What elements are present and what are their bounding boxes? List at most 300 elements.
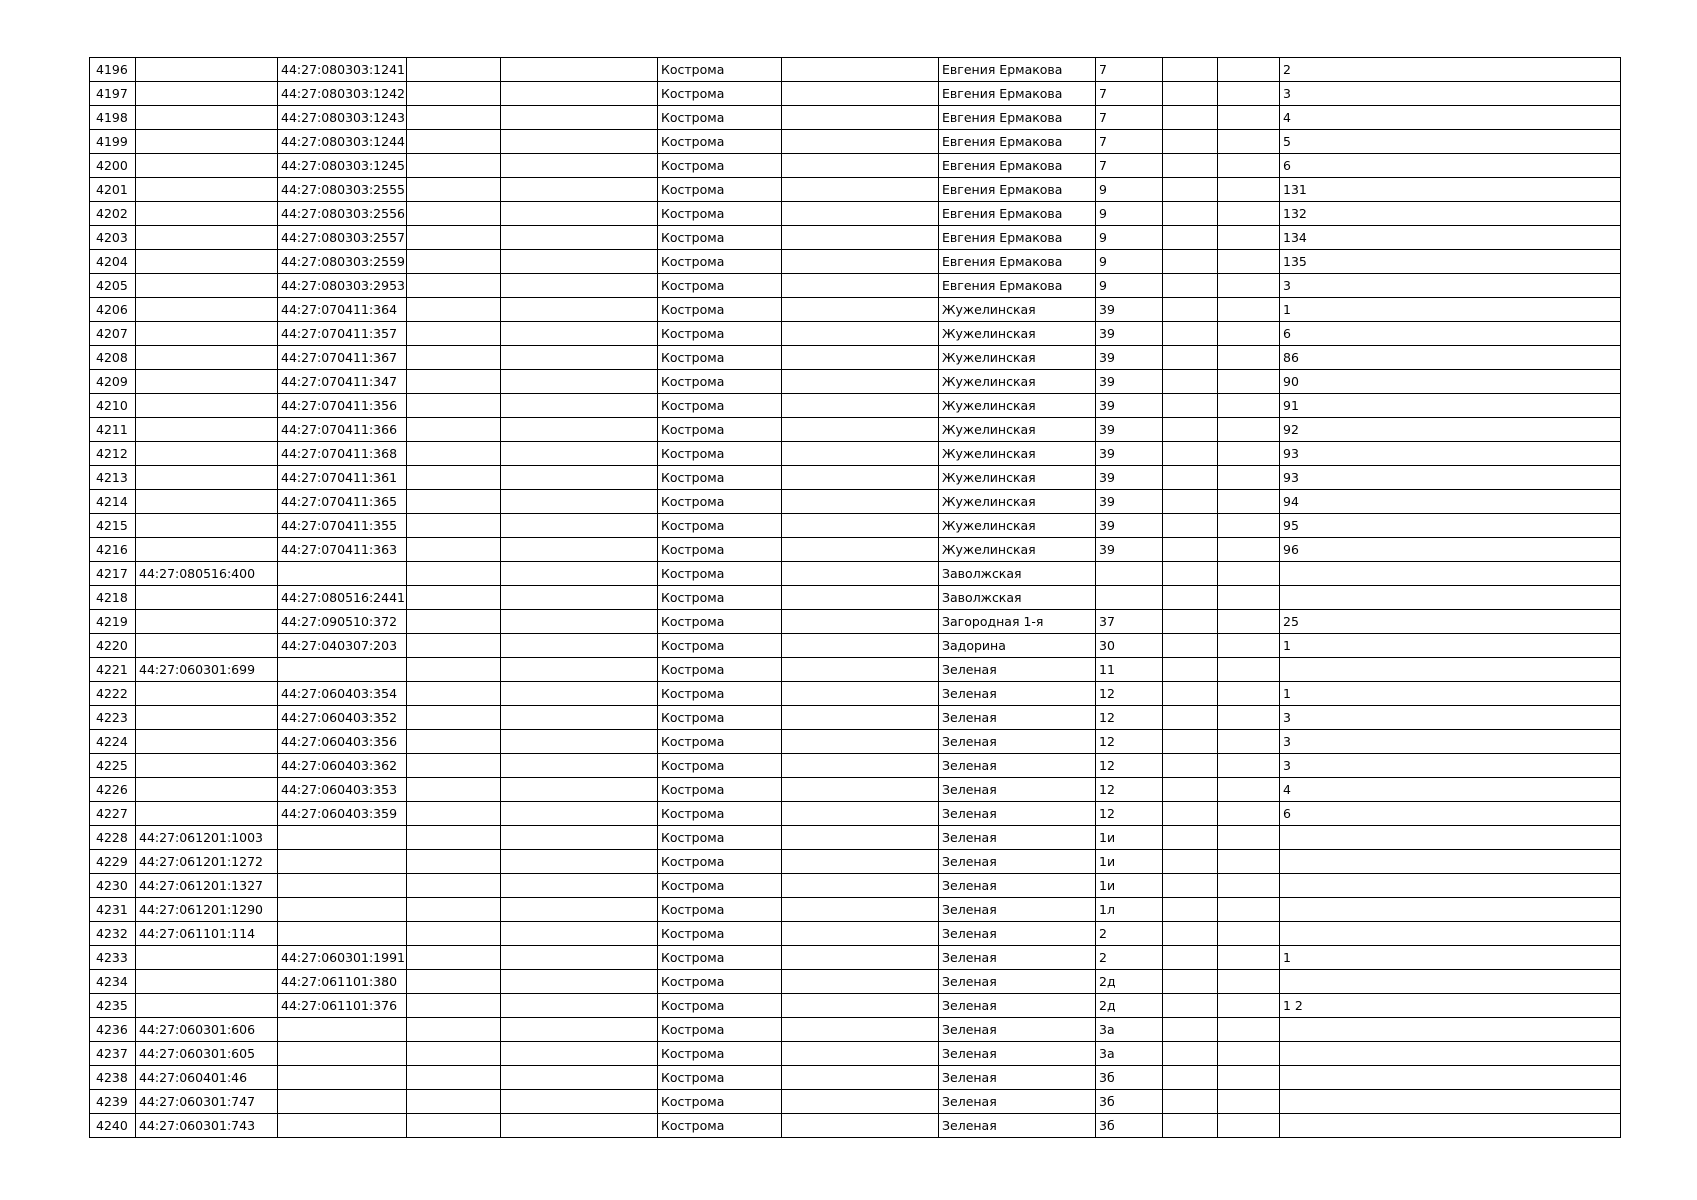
city-cell: Кострома (658, 754, 782, 778)
empty-cell (407, 922, 501, 946)
apartment-number-cell (1280, 1114, 1621, 1138)
city-cell: Кострома (658, 1114, 782, 1138)
table-row (90, 58, 1621, 82)
row-number-cell: 4210 (90, 394, 136, 418)
empty-cell (501, 706, 658, 730)
city-cell: Кострома (658, 82, 782, 106)
row-number-cell: 4240 (90, 1114, 136, 1138)
empty-cell (501, 514, 658, 538)
empty-cell (501, 730, 658, 754)
apartment-number-cell: 6 (1280, 154, 1621, 178)
empty-cell (407, 322, 501, 346)
empty-cell (1163, 442, 1218, 466)
table-row (90, 154, 1621, 178)
land-cadastral-number-cell (136, 946, 278, 970)
row-number-cell: 4239 (90, 1090, 136, 1114)
apartment-number-cell: 3 (1280, 274, 1621, 298)
city-cell: Кострома (658, 154, 782, 178)
apartment-number-cell (1280, 826, 1621, 850)
apartment-number-cell: 1 (1280, 634, 1621, 658)
empty-cell (1218, 490, 1280, 514)
empty-cell (407, 634, 501, 658)
table-row (90, 1018, 1621, 1042)
empty-cell (1163, 178, 1218, 202)
building-cadastral-number-cell (278, 874, 407, 898)
row-number-cell: 4207 (90, 322, 136, 346)
empty-cell (501, 610, 658, 634)
house-number-cell: 2д (1096, 970, 1163, 994)
empty-cell (407, 202, 501, 226)
table-row (90, 1066, 1621, 1090)
empty-cell (501, 442, 658, 466)
empty-cell (782, 370, 939, 394)
land-cadastral-number-cell: 44:27:061101:114 (136, 922, 278, 946)
empty-cell (782, 682, 939, 706)
empty-cell (782, 1114, 939, 1138)
land-cadastral-number-cell (136, 106, 278, 130)
apartment-number-cell: 3 (1280, 754, 1621, 778)
table-row (90, 610, 1621, 634)
apartment-number-cell: 25 (1280, 610, 1621, 634)
city-cell: Кострома (658, 730, 782, 754)
building-cadastral-number-cell (278, 826, 407, 850)
house-number-cell: 1л (1096, 898, 1163, 922)
empty-cell (782, 1066, 939, 1090)
empty-cell (1218, 994, 1280, 1018)
apartment-number-cell (1280, 874, 1621, 898)
city-cell: Кострома (658, 514, 782, 538)
empty-cell (1218, 538, 1280, 562)
street-cell: Зеленая (939, 1018, 1096, 1042)
empty-cell (1218, 802, 1280, 826)
empty-cell (501, 826, 658, 850)
empty-cell (407, 1114, 501, 1138)
row-number-cell: 4233 (90, 946, 136, 970)
empty-cell (782, 562, 939, 586)
building-cadastral-number-cell: 44:27:060403:356 (278, 730, 407, 754)
empty-cell (782, 586, 939, 610)
house-number-cell: 3а (1096, 1042, 1163, 1066)
row-number-cell: 4197 (90, 82, 136, 106)
empty-cell (1163, 1042, 1218, 1066)
table-row (90, 922, 1621, 946)
land-cadastral-number-cell (136, 346, 278, 370)
row-number-cell: 4227 (90, 802, 136, 826)
street-cell: Евгения Ермакова (939, 82, 1096, 106)
street-cell: Заволжская (939, 586, 1096, 610)
empty-cell (782, 298, 939, 322)
empty-cell (501, 970, 658, 994)
empty-cell (501, 298, 658, 322)
row-number-cell: 4205 (90, 274, 136, 298)
building-cadastral-number-cell: 44:27:080303:1242 (278, 82, 407, 106)
street-cell: Евгения Ермакова (939, 274, 1096, 298)
empty-cell (1218, 562, 1280, 586)
empty-cell (782, 802, 939, 826)
house-number-cell: 39 (1096, 490, 1163, 514)
empty-cell (501, 682, 658, 706)
apartment-number-cell (1280, 898, 1621, 922)
house-number-cell: 3а (1096, 1018, 1163, 1042)
empty-cell (407, 682, 501, 706)
house-number-cell: 9 (1096, 226, 1163, 250)
row-number-cell: 4234 (90, 970, 136, 994)
empty-cell (407, 1066, 501, 1090)
table-row (90, 250, 1621, 274)
empty-cell (782, 994, 939, 1018)
city-cell: Кострома (658, 370, 782, 394)
table-row (90, 706, 1621, 730)
empty-cell (782, 442, 939, 466)
city-cell: Кострома (658, 466, 782, 490)
empty-cell (501, 130, 658, 154)
building-cadastral-number-cell: 44:27:080303:1245 (278, 154, 407, 178)
empty-cell (782, 778, 939, 802)
table-row (90, 826, 1621, 850)
land-cadastral-number-cell (136, 274, 278, 298)
empty-cell (501, 754, 658, 778)
empty-cell (407, 826, 501, 850)
land-cadastral-number-cell: 44:27:060401:46 (136, 1066, 278, 1090)
apartment-number-cell: 93 (1280, 442, 1621, 466)
apartment-number-cell: 1 (1280, 946, 1621, 970)
row-number-cell: 4220 (90, 634, 136, 658)
empty-cell (1218, 778, 1280, 802)
empty-cell (407, 610, 501, 634)
building-cadastral-number-cell: 44:27:080516:2441 (278, 586, 407, 610)
building-cadastral-number-cell: 44:27:080303:2953 (278, 274, 407, 298)
land-cadastral-number-cell: 44:27:060301:605 (136, 1042, 278, 1066)
empty-cell (1218, 922, 1280, 946)
land-cadastral-number-cell: 44:27:061201:1290 (136, 898, 278, 922)
city-cell: Кострома (658, 802, 782, 826)
row-number-cell: 4202 (90, 202, 136, 226)
empty-cell (782, 706, 939, 730)
empty-cell (407, 106, 501, 130)
building-cadastral-number-cell: 44:27:080303:2555 (278, 178, 407, 202)
row-number-cell: 4236 (90, 1018, 136, 1042)
house-number-cell: 30 (1096, 634, 1163, 658)
empty-cell (782, 130, 939, 154)
city-cell: Кострома (658, 658, 782, 682)
table-row (90, 754, 1621, 778)
empty-cell (782, 154, 939, 178)
apartment-number-cell: 5 (1280, 130, 1621, 154)
empty-cell (1218, 730, 1280, 754)
empty-cell (407, 850, 501, 874)
land-cadastral-number-cell (136, 994, 278, 1018)
street-cell: Зеленая (939, 970, 1096, 994)
street-cell: Евгения Ермакова (939, 58, 1096, 82)
empty-cell (1218, 346, 1280, 370)
land-cadastral-number-cell (136, 490, 278, 514)
land-cadastral-number-cell: 44:27:080516:400 (136, 562, 278, 586)
table-row (90, 490, 1621, 514)
empty-cell (501, 1018, 658, 1042)
house-number-cell: 12 (1096, 730, 1163, 754)
land-cadastral-number-cell (136, 778, 278, 802)
empty-cell (782, 898, 939, 922)
apartment-number-cell: 1 (1280, 298, 1621, 322)
building-cadastral-number-cell: 44:27:080303:2557 (278, 226, 407, 250)
apartment-number-cell: 92 (1280, 418, 1621, 442)
apartment-number-cell: 135 (1280, 250, 1621, 274)
city-cell: Кострома (658, 346, 782, 370)
house-number-cell: 12 (1096, 682, 1163, 706)
apartment-number-cell: 131 (1280, 178, 1621, 202)
table-row (90, 634, 1621, 658)
empty-cell (1218, 394, 1280, 418)
street-cell: Зеленая (939, 730, 1096, 754)
empty-cell (407, 586, 501, 610)
house-number-cell: 39 (1096, 418, 1163, 442)
table-row (90, 970, 1621, 994)
empty-cell (1163, 610, 1218, 634)
row-number-cell: 4235 (90, 994, 136, 1018)
row-number-cell: 4204 (90, 250, 136, 274)
house-number-cell: 9 (1096, 274, 1163, 298)
empty-cell (1218, 466, 1280, 490)
empty-cell (1163, 130, 1218, 154)
empty-cell (407, 466, 501, 490)
land-cadastral-number-cell (136, 226, 278, 250)
row-number-cell: 4198 (90, 106, 136, 130)
city-cell: Кострома (658, 178, 782, 202)
empty-cell (407, 370, 501, 394)
empty-cell (1218, 706, 1280, 730)
street-cell: Зеленая (939, 754, 1096, 778)
empty-cell (501, 1042, 658, 1066)
empty-cell (782, 106, 939, 130)
empty-cell (782, 394, 939, 418)
empty-cell (501, 634, 658, 658)
house-number-cell: 12 (1096, 802, 1163, 826)
empty-cell (782, 346, 939, 370)
empty-cell (1163, 466, 1218, 490)
empty-cell (1163, 490, 1218, 514)
empty-cell (1163, 970, 1218, 994)
empty-cell (407, 298, 501, 322)
address-table (89, 57, 1621, 1138)
building-cadastral-number-cell: 44:27:080303:2556 (278, 202, 407, 226)
building-cadastral-number-cell: 44:27:070411:367 (278, 346, 407, 370)
empty-cell (1163, 562, 1218, 586)
empty-cell (407, 514, 501, 538)
empty-cell (1163, 994, 1218, 1018)
table-body (90, 58, 1621, 1138)
row-number-cell: 4238 (90, 1066, 136, 1090)
street-cell: Жужелинская (939, 538, 1096, 562)
empty-cell (1163, 850, 1218, 874)
land-cadastral-number-cell (136, 802, 278, 826)
city-cell: Кострома (658, 874, 782, 898)
street-cell: Загородная 1-я (939, 610, 1096, 634)
land-cadastral-number-cell (136, 130, 278, 154)
land-cadastral-number-cell (136, 682, 278, 706)
land-cadastral-number-cell: 44:27:060301:743 (136, 1114, 278, 1138)
empty-cell (501, 1090, 658, 1114)
street-cell: Зеленая (939, 1066, 1096, 1090)
house-number-cell: 7 (1096, 154, 1163, 178)
empty-cell (1163, 58, 1218, 82)
house-number-cell: 2д (1096, 994, 1163, 1018)
land-cadastral-number-cell: 44:27:061201:1327 (136, 874, 278, 898)
house-number-cell: 39 (1096, 370, 1163, 394)
empty-cell (1163, 226, 1218, 250)
row-number-cell: 4211 (90, 418, 136, 442)
empty-cell (501, 202, 658, 226)
empty-cell (501, 778, 658, 802)
city-cell: Кострома (658, 826, 782, 850)
empty-cell (501, 250, 658, 274)
empty-cell (1163, 802, 1218, 826)
land-cadastral-number-cell (136, 82, 278, 106)
empty-cell (407, 346, 501, 370)
land-cadastral-number-cell (136, 730, 278, 754)
street-cell: Жужелинская (939, 442, 1096, 466)
apartment-number-cell: 3 (1280, 706, 1621, 730)
apartment-number-cell: 94 (1280, 490, 1621, 514)
empty-cell (407, 178, 501, 202)
empty-cell (1218, 202, 1280, 226)
row-number-cell: 4214 (90, 490, 136, 514)
empty-cell (782, 514, 939, 538)
empty-cell (1218, 682, 1280, 706)
empty-cell (501, 1066, 658, 1090)
empty-cell (1163, 298, 1218, 322)
house-number-cell: 1и (1096, 874, 1163, 898)
empty-cell (782, 874, 939, 898)
empty-cell (1163, 730, 1218, 754)
empty-cell (501, 922, 658, 946)
building-cadastral-number-cell: 44:27:070411:347 (278, 370, 407, 394)
empty-cell (782, 202, 939, 226)
building-cadastral-number-cell (278, 562, 407, 586)
land-cadastral-number-cell (136, 370, 278, 394)
apartment-number-cell: 6 (1280, 322, 1621, 346)
empty-cell (782, 658, 939, 682)
building-cadastral-number-cell (278, 1018, 407, 1042)
empty-cell (782, 226, 939, 250)
row-number-cell: 4228 (90, 826, 136, 850)
table-row (90, 538, 1621, 562)
table-row (90, 346, 1621, 370)
empty-cell (1163, 322, 1218, 346)
empty-cell (501, 106, 658, 130)
building-cadastral-number-cell: 44:27:040307:203 (278, 634, 407, 658)
street-cell: Зеленая (939, 682, 1096, 706)
empty-cell (1163, 514, 1218, 538)
empty-cell (782, 730, 939, 754)
city-cell: Кострома (658, 1090, 782, 1114)
empty-cell (782, 754, 939, 778)
building-cadastral-number-cell: 44:27:070411:356 (278, 394, 407, 418)
empty-cell (1218, 850, 1280, 874)
empty-cell (501, 994, 658, 1018)
apartment-number-cell: 1 (1280, 682, 1621, 706)
empty-cell (1163, 658, 1218, 682)
house-number-cell: 2 (1096, 946, 1163, 970)
street-cell: Евгения Ермакова (939, 202, 1096, 226)
empty-cell (1163, 754, 1218, 778)
row-number-cell: 4223 (90, 706, 136, 730)
building-cadastral-number-cell: 44:27:060403:362 (278, 754, 407, 778)
apartment-number-cell: 132 (1280, 202, 1621, 226)
empty-cell (407, 1042, 501, 1066)
empty-cell (501, 394, 658, 418)
empty-cell (407, 562, 501, 586)
empty-cell (501, 178, 658, 202)
land-cadastral-number-cell (136, 418, 278, 442)
house-number-cell: 39 (1096, 298, 1163, 322)
land-cadastral-number-cell (136, 322, 278, 346)
empty-cell (782, 850, 939, 874)
table-row (90, 394, 1621, 418)
empty-cell (1218, 250, 1280, 274)
land-cadastral-number-cell: 44:27:061201:1003 (136, 826, 278, 850)
row-number-cell: 4222 (90, 682, 136, 706)
city-cell: Кострома (658, 610, 782, 634)
house-number-cell (1096, 562, 1163, 586)
empty-cell (1218, 154, 1280, 178)
land-cadastral-number-cell (136, 586, 278, 610)
street-cell: Евгения Ермакова (939, 130, 1096, 154)
apartment-number-cell (1280, 922, 1621, 946)
land-cadastral-number-cell (136, 154, 278, 178)
land-cadastral-number-cell: 44:27:060301:606 (136, 1018, 278, 1042)
street-cell: Жужелинская (939, 490, 1096, 514)
row-number-cell: 4201 (90, 178, 136, 202)
empty-cell (1218, 1018, 1280, 1042)
empty-cell (407, 1090, 501, 1114)
empty-cell (501, 1114, 658, 1138)
table-row (90, 946, 1621, 970)
house-number-cell: 7 (1096, 82, 1163, 106)
building-cadastral-number-cell (278, 1090, 407, 1114)
apartment-number-cell (1280, 1042, 1621, 1066)
street-cell: Зеленая (939, 994, 1096, 1018)
street-cell: Жужелинская (939, 418, 1096, 442)
building-cadastral-number-cell: 44:27:080303:2559 (278, 250, 407, 274)
table-row (90, 178, 1621, 202)
row-number-cell: 4215 (90, 514, 136, 538)
table-row (90, 562, 1621, 586)
house-number-cell: 11 (1096, 658, 1163, 682)
street-cell: Зеленая (939, 922, 1096, 946)
street-cell: Зеленая (939, 1090, 1096, 1114)
building-cadastral-number-cell: 44:27:070411:355 (278, 514, 407, 538)
empty-cell (1218, 370, 1280, 394)
building-cadastral-number-cell (278, 658, 407, 682)
city-cell: Кострома (658, 586, 782, 610)
empty-cell (407, 82, 501, 106)
apartment-number-cell (1280, 1018, 1621, 1042)
empty-cell (782, 178, 939, 202)
empty-cell (782, 1090, 939, 1114)
building-cadastral-number-cell (278, 1066, 407, 1090)
land-cadastral-number-cell (136, 58, 278, 82)
apartment-number-cell: 1 2 (1280, 994, 1621, 1018)
house-number-cell: 39 (1096, 394, 1163, 418)
empty-cell (1163, 202, 1218, 226)
empty-cell (407, 442, 501, 466)
building-cadastral-number-cell (278, 850, 407, 874)
empty-cell (1163, 250, 1218, 274)
empty-cell (501, 802, 658, 826)
table-row (90, 442, 1621, 466)
empty-cell (1218, 634, 1280, 658)
empty-cell (407, 130, 501, 154)
